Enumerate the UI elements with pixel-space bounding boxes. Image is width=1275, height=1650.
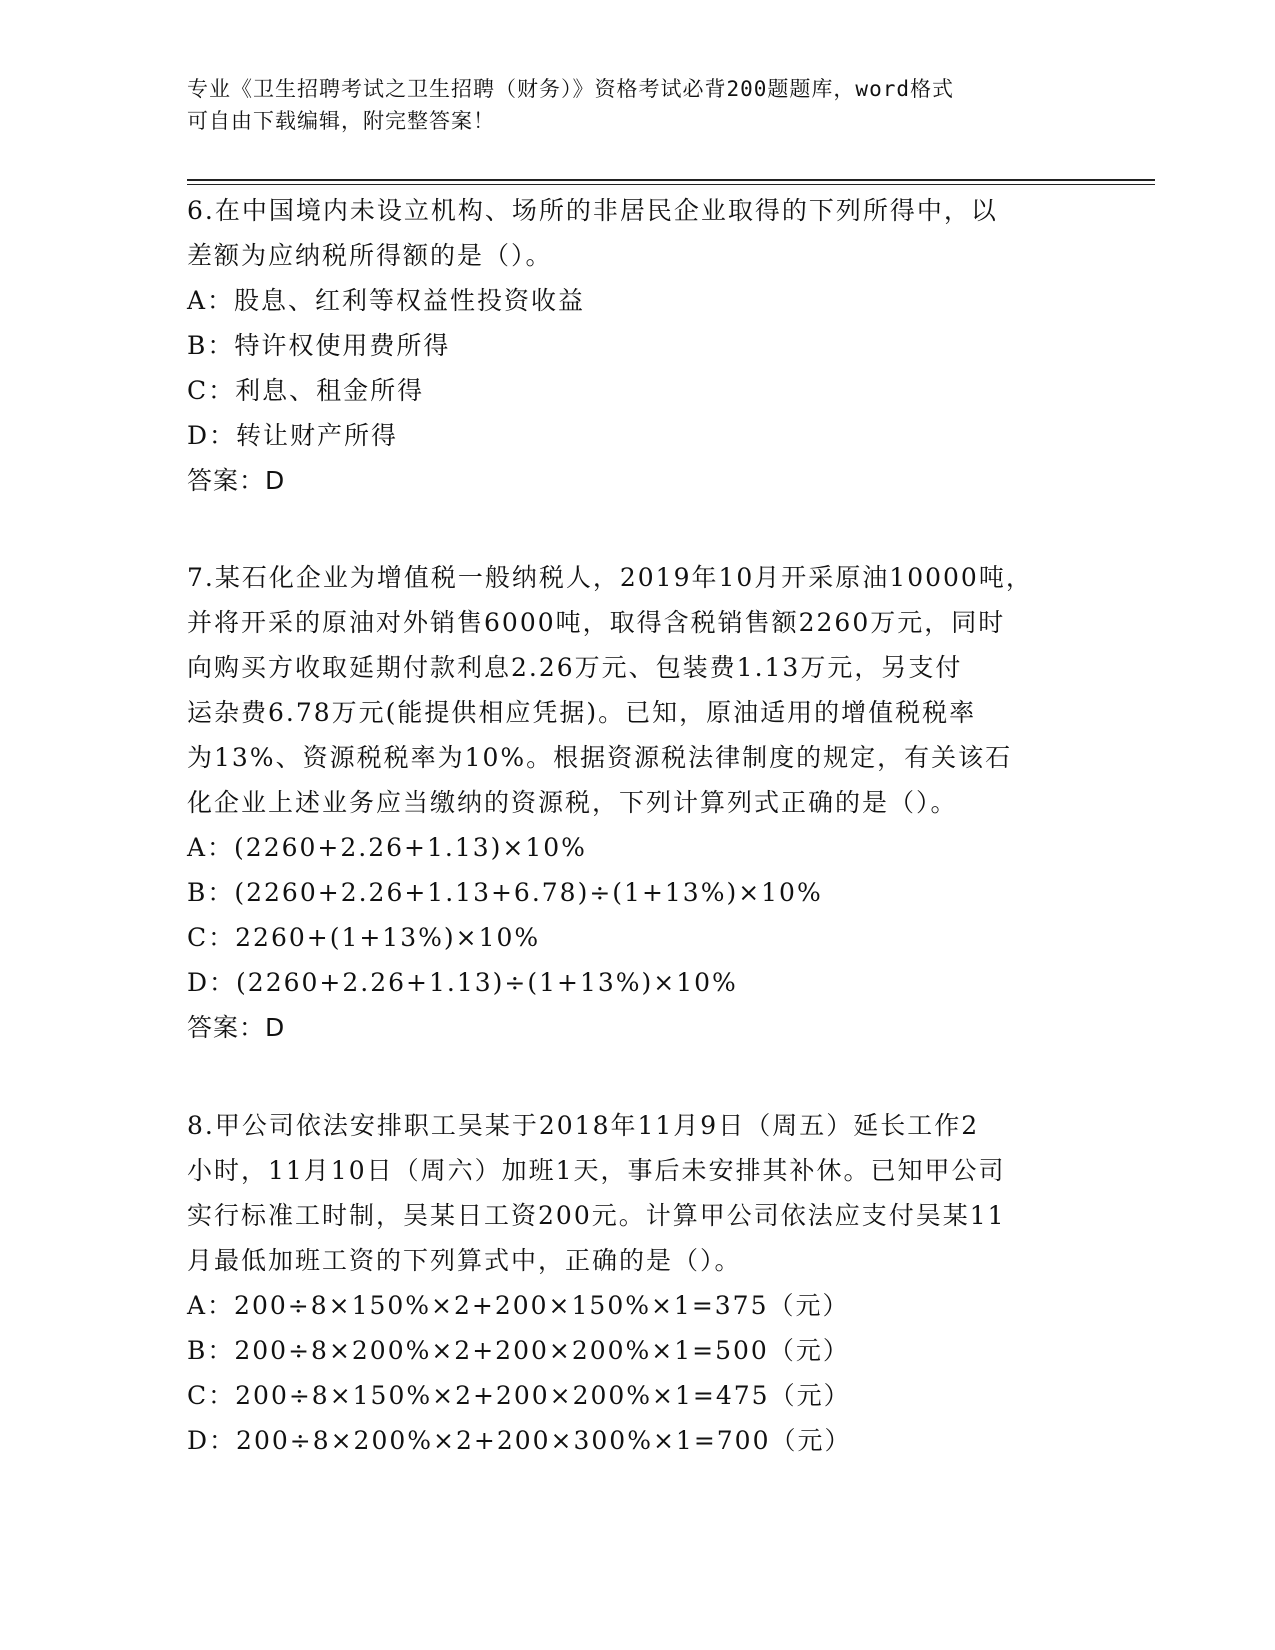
answer: 答案：D xyxy=(187,1013,286,1042)
option-d: D：200÷8×200%×2+200×300%×1=700（元） xyxy=(187,1426,852,1455)
question-8 xyxy=(187,1103,1087,1463)
option-b: B：(2260+2.26+1.13+6.78)÷(1+13%)×10% xyxy=(187,878,823,907)
question-stem-line: 7.某石化企业为增值税一般纳税人，2019年10月开采原油10000吨， xyxy=(187,563,1033,592)
option-c: C：2260+(1+13%)×10% xyxy=(187,923,541,952)
question-stem-line: 运杂费6.78万元(能提供相应凭据)。已知，原油适用的增值税税率 xyxy=(187,698,977,727)
answer: 答案：D xyxy=(187,466,286,495)
document-header xyxy=(187,73,1087,137)
option-a: A：(2260+2.26+1.13)×10% xyxy=(187,833,587,862)
header-line-1: 专业《卫生招聘考试之卫生招聘（财务）》资格考试必背200题题库，word格式 xyxy=(187,77,954,101)
question-stem-line: 月最低加班工资的下列算式中，正确的是（）。 xyxy=(187,1246,742,1275)
option-d: D：(2260+2.26+1.13)÷(1+13%)×10% xyxy=(187,968,738,997)
question-stem-line: 并将开采的原油对外销售6000吨，取得含税销售额2260万元，同时 xyxy=(187,608,1006,637)
header-line-2: 可自由下载编辑，附完整答案！ xyxy=(187,109,495,133)
question-stem-line: 小时，11月10日（周六）加班1天，事后未安排其补休。已知甲公司 xyxy=(187,1156,1006,1185)
option-b: B：特许权使用费所得 xyxy=(187,331,451,360)
option-d: D：转让财产所得 xyxy=(187,421,399,450)
option-a: A：股息、红利等权益性投资收益 xyxy=(187,286,586,315)
question-stem-line: 为13%、资源税税率为10%。根据资源税法律制度的规定，有关该石 xyxy=(187,743,1013,772)
question-stem-line: 实行标准工时制，吴某日工资200元。计算甲公司依法应支付吴某11 xyxy=(187,1201,1006,1230)
question-stem-line: 差额为应纳税所得额的是（）。 xyxy=(187,241,553,270)
question-7 xyxy=(187,555,1087,1050)
header-divider-thin xyxy=(187,184,1155,185)
option-c: C：200÷8×150%×2+200×200%×1=475（元） xyxy=(187,1381,851,1410)
option-b: B：200÷8×200%×2+200×200%×1=500（元） xyxy=(187,1336,850,1365)
option-c: C：利息、租金所得 xyxy=(187,376,425,405)
question-stem-line: 向购买方收取延期付款利息2.26万元、包装费1.13万元，另支付 xyxy=(187,653,963,682)
question-stem-line: 6.在中国境内未设立机构、场所的非居民企业取得的下列所得中，以 xyxy=(187,196,998,225)
question-stem-line: 化企业上述业务应当缴纳的资源税，下列计算列式正确的是（）。 xyxy=(187,788,958,817)
header-divider-thick xyxy=(187,179,1155,181)
question-6 xyxy=(187,188,1087,503)
option-a: A：200÷8×150%×2+200×150%×1=375（元） xyxy=(187,1291,850,1320)
question-stem-line: 8.甲公司依法安排职工吴某于2018年11月9日（周五）延长工作2 xyxy=(187,1111,980,1140)
